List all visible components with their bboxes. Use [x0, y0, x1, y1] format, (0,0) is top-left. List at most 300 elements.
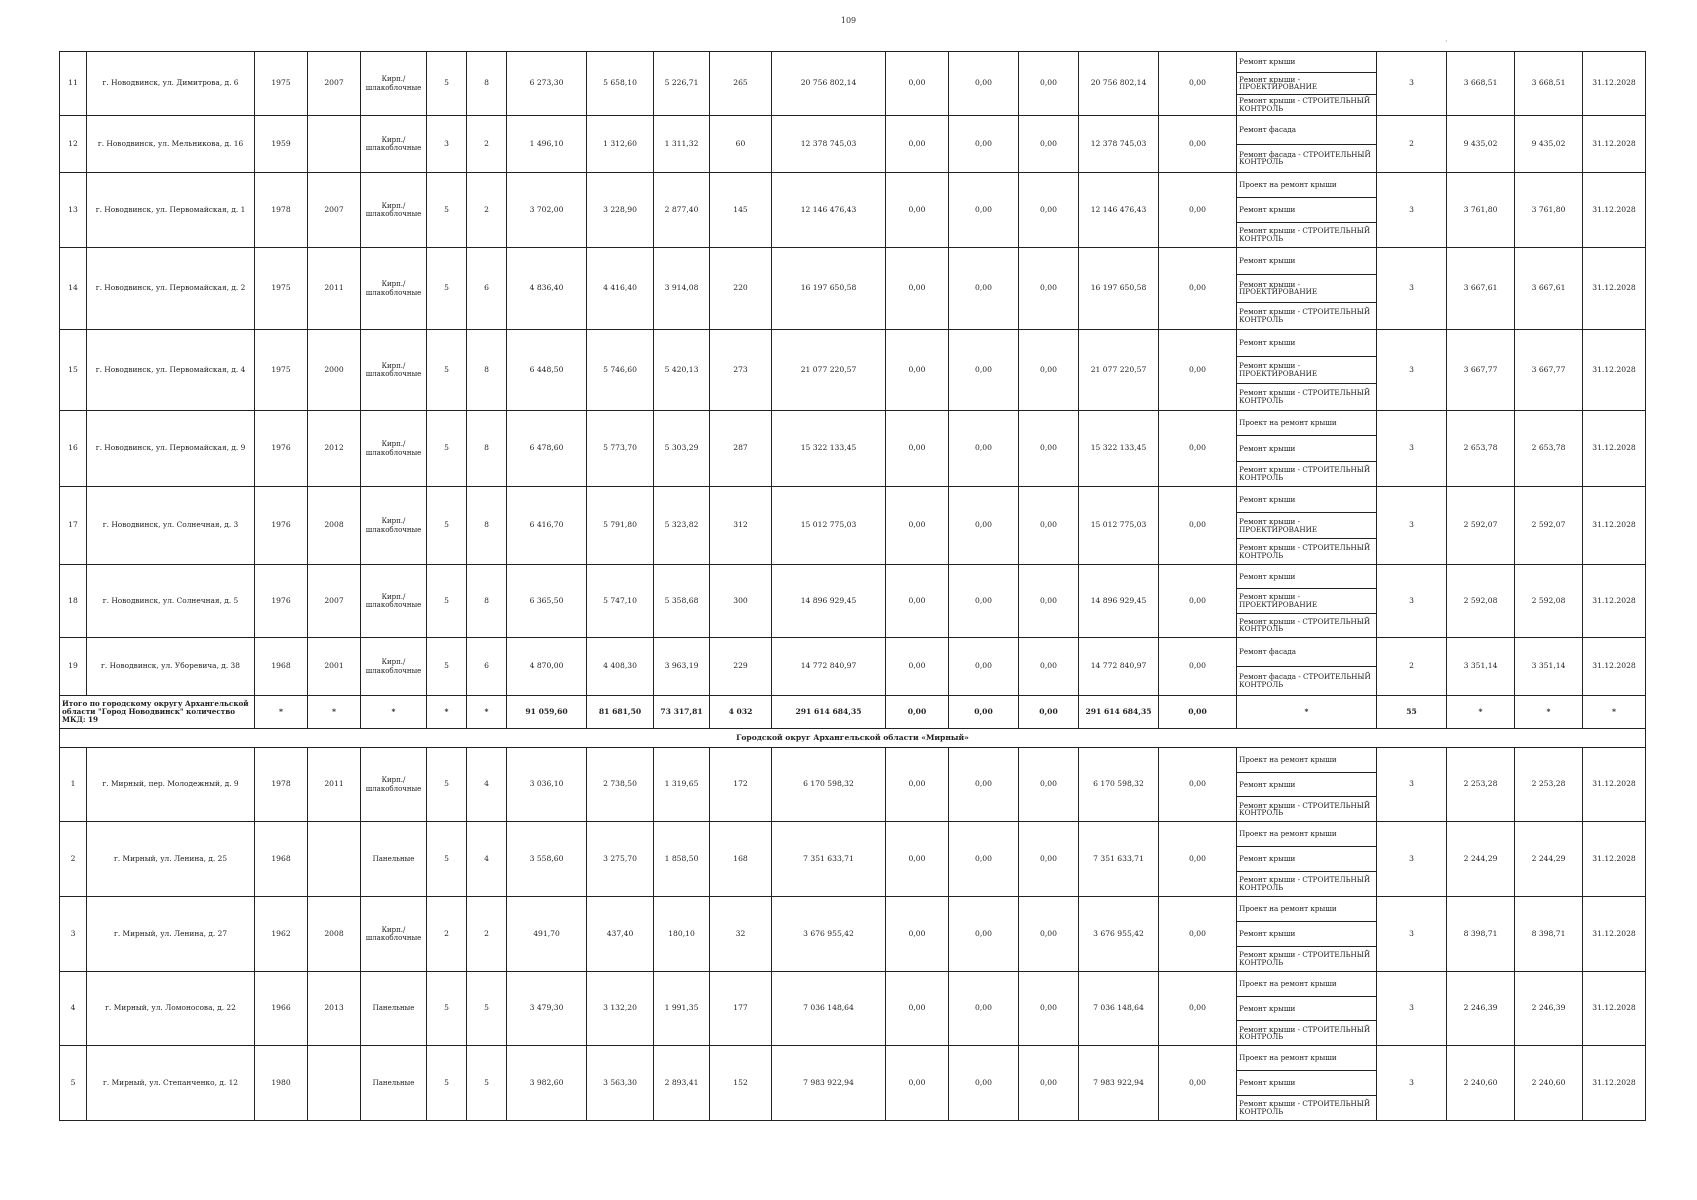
- area-total: 6 273,30: [507, 52, 587, 116]
- building-row: [60, 487, 1646, 565]
- row-number: 4: [60, 972, 87, 1046]
- fund-region: 0,00: [949, 748, 1019, 822]
- fund-owners: 6 170 598,32: [1079, 748, 1159, 822]
- work-item: Проект на ремонт крыши: [1237, 411, 1376, 436]
- building-row: [60, 411, 1646, 487]
- fund-region: 0,00: [949, 248, 1019, 330]
- address: г. Новодвинск, ул. Первомайская, д. 1: [87, 173, 255, 248]
- max-unit-cost: 2 592,08: [1515, 565, 1583, 638]
- area-premises: 2 738,50: [587, 748, 654, 822]
- work-item: Проект на ремонт крыши: [1237, 173, 1376, 198]
- cost-total: 15 012 775,03: [772, 487, 886, 565]
- entrances: 8: [467, 411, 507, 487]
- total-works-count: 55: [1377, 696, 1447, 729]
- work-item: Ремонт фасада: [1237, 638, 1376, 667]
- year-overhaul: 2007: [308, 52, 361, 116]
- works-count: 3: [1377, 565, 1447, 638]
- fund-owners: 7 036 148,64: [1079, 972, 1159, 1046]
- area-premises: 5 791,80: [587, 487, 654, 565]
- building-row: [60, 330, 1646, 411]
- year-overhaul: 2011: [308, 248, 361, 330]
- residents: 312: [710, 487, 772, 565]
- area-premises: 3 228,90: [587, 173, 654, 248]
- year-built: 1976: [255, 487, 308, 565]
- wall-material: Кирп./ шлакоблочные: [361, 116, 427, 173]
- floors: 5: [427, 52, 467, 116]
- area-residential: 5 226,71: [654, 52, 710, 116]
- year-built: 1980: [255, 1046, 308, 1121]
- floors: 5: [427, 1046, 467, 1121]
- area-residential: 3 914,08: [654, 248, 710, 330]
- total-year-overhaul: *: [308, 696, 361, 729]
- work-item: Ремонт крыши: [1237, 52, 1376, 73]
- residents: 287: [710, 411, 772, 487]
- address: г. Новодвинск, ул. Первомайская, д. 2: [87, 248, 255, 330]
- floors: 5: [427, 972, 467, 1046]
- work-item: Ремонт крыши - ПРОЕКТИРОВАНИЕ: [1237, 357, 1376, 384]
- fund-fz: 0,00: [886, 897, 949, 972]
- address: г. Новодвинск, ул. Димитрова, д. 6: [87, 52, 255, 116]
- year-overhaul: 2001: [308, 638, 361, 696]
- cost-total: 15 322 133,45: [772, 411, 886, 487]
- works-count: 3: [1377, 822, 1447, 897]
- building-row: [60, 52, 1646, 116]
- works-cell: [1237, 748, 1377, 822]
- work-item: Ремонт крыши: [1237, 922, 1376, 947]
- work-item: Ремонт крыши: [1237, 1071, 1376, 1096]
- year-built: 1975: [255, 330, 308, 411]
- max-unit-cost: 3 761,80: [1515, 173, 1583, 248]
- total-fund-fz: 0,00: [886, 696, 949, 729]
- year-overhaul: 2012: [308, 411, 361, 487]
- total-label: Итого по городскому округу Архангельской области "Город Новодвинск" количество МКД: 19: [60, 696, 255, 729]
- work-item: Проект на ремонт крыши: [1237, 1046, 1376, 1071]
- work-item: Ремонт крыши - СТРОИТЕЛЬНЫЙ КОНТРОЛЬ: [1239, 307, 1371, 324]
- year-built: 1976: [255, 565, 308, 638]
- fund-local: 0,00: [1019, 52, 1079, 116]
- total-floors: *: [427, 696, 467, 729]
- total-cost: 291 614 684,35: [772, 696, 886, 729]
- row-number: 17: [60, 487, 87, 565]
- floors: 5: [427, 330, 467, 411]
- unit-cost: 2 246,39: [1447, 972, 1515, 1046]
- fund-other: 0,00: [1159, 1046, 1237, 1121]
- work-item: Проект на ремонт крыши: [1237, 822, 1376, 847]
- row-number: 2: [60, 822, 87, 897]
- fund-local: 0,00: [1019, 411, 1079, 487]
- fund-local: 0,00: [1019, 748, 1079, 822]
- building-row: [60, 1046, 1646, 1121]
- unit-cost: 2 240,60: [1447, 1046, 1515, 1121]
- area-residential: 2 893,41: [654, 1046, 710, 1121]
- building-row: [60, 638, 1646, 696]
- unit-cost: 2 253,28: [1447, 748, 1515, 822]
- work-item: Ремонт крыши - СТРОИТЕЛЬНЫЙ КОНТРОЛЬ: [1239, 875, 1371, 892]
- year-overhaul: 2000: [308, 330, 361, 411]
- entrances: 8: [467, 487, 507, 565]
- work-item: Ремонт крыши - СТРОИТЕЛЬНЫЙ КОНТРОЛЬ: [1239, 800, 1371, 818]
- floors: 5: [427, 565, 467, 638]
- rows-group-mirny: [60, 748, 1646, 1121]
- deadline: 31.12.2028: [1583, 330, 1646, 411]
- fund-region: 0,00: [949, 173, 1019, 248]
- row-number: 18: [60, 565, 87, 638]
- fund-owners: 14 896 929,45: [1079, 565, 1159, 638]
- work-item: Проект на ремонт крыши: [1237, 972, 1376, 997]
- fund-local: 0,00: [1019, 248, 1079, 330]
- works-cell: [1237, 1046, 1377, 1121]
- area-premises: 3 132,20: [587, 972, 654, 1046]
- year-overhaul: 2008: [308, 487, 361, 565]
- fund-region: 0,00: [949, 638, 1019, 696]
- work-item: Ремонт крыши - СТРОИТЕЛЬНЫЙ КОНТРОЛЬ: [1239, 96, 1371, 113]
- wall-material: Кирп./ шлакоблочные: [361, 411, 427, 487]
- works-cell: [1237, 487, 1377, 565]
- row-number: 13: [60, 173, 87, 248]
- residents: 177: [710, 972, 772, 1046]
- fund-local: 0,00: [1019, 897, 1079, 972]
- works-cell: [1237, 411, 1377, 487]
- address: г. Мирный, ул. Ленина, д. 27: [87, 897, 255, 972]
- section-header-row: [60, 729, 1646, 748]
- total-area-total: 91 059,60: [507, 696, 587, 729]
- fund-owners: 7 983 922,94: [1079, 1046, 1159, 1121]
- address: г. Новодвинск, ул. Первомайская, д. 4: [87, 330, 255, 411]
- address: г. Новодвинск, ул. Мельникова, д. 16: [87, 116, 255, 173]
- area-total: 3 036,10: [507, 748, 587, 822]
- total-fund-other: 0,00: [1159, 696, 1237, 729]
- unit-cost: 3 667,61: [1447, 248, 1515, 330]
- fund-fz: 0,00: [886, 1046, 949, 1121]
- residents: 273: [710, 330, 772, 411]
- work-item: Проект на ремонт крыши: [1237, 748, 1376, 773]
- deadline: 31.12.2028: [1583, 173, 1646, 248]
- fund-owners: 12 378 745,03: [1079, 116, 1159, 173]
- area-residential: 180,10: [654, 897, 710, 972]
- fund-owners: 20 756 802,14: [1079, 52, 1159, 116]
- address: г. Новодвинск, ул. Солнечная, д. 5: [87, 565, 255, 638]
- fund-other: 0,00: [1159, 822, 1237, 897]
- fund-region: 0,00: [949, 330, 1019, 411]
- address: г. Новодвинск, ул. Солнечная, д. 3: [87, 487, 255, 565]
- work-item: Ремонт фасада - СТРОИТЕЛЬНЫЙ КОНТРОЛЬ: [1239, 149, 1371, 167]
- residents: 265: [710, 52, 772, 116]
- floors: 5: [427, 748, 467, 822]
- row-number: 3: [60, 897, 87, 972]
- deadline: 31.12.2028: [1583, 822, 1646, 897]
- cost-total: 21 077 220,57: [772, 330, 886, 411]
- area-residential: 5 358,68: [654, 565, 710, 638]
- fund-fz: 0,00: [886, 248, 949, 330]
- year-built: 1962: [255, 897, 308, 972]
- max-unit-cost: 3 667,61: [1515, 248, 1583, 330]
- area-residential: 1 311,32: [654, 116, 710, 173]
- work-item: Ремонт крыши - ПРОЕКТИРОВАНИЕ: [1237, 513, 1376, 539]
- fund-region: 0,00: [949, 972, 1019, 1046]
- works-cell: [1237, 330, 1377, 411]
- work-item: Ремонт крыши - СТРОИТЕЛЬНЫЙ КОНТРОЛЬ: [1239, 465, 1371, 482]
- fund-fz: 0,00: [886, 972, 949, 1046]
- fund-owners: 12 146 476,43: [1079, 173, 1159, 248]
- area-residential: 5 420,13: [654, 330, 710, 411]
- area-premises: 5 773,70: [587, 411, 654, 487]
- entrances: 6: [467, 638, 507, 696]
- wall-material: Кирп./ шлакоблочные: [361, 638, 427, 696]
- scan-mark: ·: [1445, 37, 1448, 46]
- entrances: 2: [467, 897, 507, 972]
- total-fund-local: 0,00: [1019, 696, 1079, 729]
- area-premises: 5 746,60: [587, 330, 654, 411]
- wall-material: Кирп./ шлакоблочные: [361, 748, 427, 822]
- fund-local: 0,00: [1019, 116, 1079, 173]
- fund-region: 0,00: [949, 487, 1019, 565]
- cost-total: 14 896 929,45: [772, 565, 886, 638]
- fund-region: 0,00: [949, 52, 1019, 116]
- max-unit-cost: 2 253,28: [1515, 748, 1583, 822]
- area-residential: 3 963,19: [654, 638, 710, 696]
- total-deadline: *: [1583, 696, 1646, 729]
- total-fund-region: 0,00: [949, 696, 1019, 729]
- deadline: 31.12.2028: [1583, 972, 1646, 1046]
- residents: 300: [710, 565, 772, 638]
- year-built: 1978: [255, 748, 308, 822]
- max-unit-cost: 3 668,51: [1515, 52, 1583, 116]
- area-total: 6 448,50: [507, 330, 587, 411]
- cost-total: 14 772 840,97: [772, 638, 886, 696]
- deadline: 31.12.2028: [1583, 411, 1646, 487]
- building-row: [60, 748, 1646, 822]
- fund-other: 0,00: [1159, 116, 1237, 173]
- cost-total: 3 676 955,42: [772, 897, 886, 972]
- building-row: [60, 565, 1646, 638]
- max-unit-cost: 8 398,71: [1515, 897, 1583, 972]
- year-built: 1975: [255, 248, 308, 330]
- works-cell: [1237, 822, 1377, 897]
- entrances: 8: [467, 52, 507, 116]
- building-row: [60, 248, 1646, 330]
- unit-cost: 2 592,07: [1447, 487, 1515, 565]
- fund-owners: 3 676 955,42: [1079, 897, 1159, 972]
- building-row: [60, 173, 1646, 248]
- deadline: 31.12.2028: [1583, 638, 1646, 696]
- total-residents: 4 032: [710, 696, 772, 729]
- floors: 5: [427, 487, 467, 565]
- area-total: 3 479,30: [507, 972, 587, 1046]
- work-item: Ремонт крыши - СТРОИТЕЛЬНЫЙ КОНТРОЛЬ: [1239, 388, 1371, 405]
- address: г. Мирный, ул. Ломоносова, д. 22: [87, 972, 255, 1046]
- fund-other: 0,00: [1159, 638, 1237, 696]
- entrances: 4: [467, 748, 507, 822]
- fund-owners: 21 077 220,57: [1079, 330, 1159, 411]
- address: г. Мирный, пер. Молодежный, д. 9: [87, 748, 255, 822]
- deadline: 31.12.2028: [1583, 116, 1646, 173]
- work-item: Ремонт крыши - ПРОЕКТИРОВАНИЕ: [1237, 589, 1376, 613]
- max-unit-cost: 2 592,07: [1515, 487, 1583, 565]
- fund-owners: 15 322 133,45: [1079, 411, 1159, 487]
- area-total: 4 870,00: [507, 638, 587, 696]
- entrances: 5: [467, 1046, 507, 1121]
- residents: 32: [710, 897, 772, 972]
- works-cell: [1237, 248, 1377, 330]
- unit-cost: 3 351,14: [1447, 638, 1515, 696]
- area-premises: 437,40: [587, 897, 654, 972]
- area-total: 6 416,70: [507, 487, 587, 565]
- year-built: 1959: [255, 116, 308, 173]
- residents: 172: [710, 748, 772, 822]
- fund-fz: 0,00: [886, 638, 949, 696]
- total-year-built: *: [255, 696, 308, 729]
- works-cell: [1237, 173, 1377, 248]
- total-max-unit-cost: *: [1515, 696, 1583, 729]
- work-item: Ремонт крыши: [1237, 997, 1376, 1022]
- row-number: 14: [60, 248, 87, 330]
- cost-total: 7 036 148,64: [772, 972, 886, 1046]
- total-fund-owners: 291 614 684,35: [1079, 696, 1159, 729]
- fund-other: 0,00: [1159, 173, 1237, 248]
- year-overhaul: 2008: [308, 897, 361, 972]
- fund-other: 0,00: [1159, 565, 1237, 638]
- fund-other: 0,00: [1159, 330, 1237, 411]
- works-count: 3: [1377, 411, 1447, 487]
- building-row: [60, 116, 1646, 173]
- area-residential: 5 323,82: [654, 487, 710, 565]
- fund-fz: 0,00: [886, 565, 949, 638]
- max-unit-cost: 2 240,60: [1515, 1046, 1583, 1121]
- fund-other: 0,00: [1159, 248, 1237, 330]
- building-row: [60, 822, 1646, 897]
- wall-material: Кирп./ шлакоблочные: [361, 52, 427, 116]
- wall-material: Кирп./ шлакоблочные: [361, 897, 427, 972]
- row-number: 15: [60, 330, 87, 411]
- fund-other: 0,00: [1159, 748, 1237, 822]
- works-count: 2: [1377, 116, 1447, 173]
- row-number: 12: [60, 116, 87, 173]
- area-premises: 3 563,30: [587, 1046, 654, 1121]
- work-item: Проект на ремонт крыши: [1237, 897, 1376, 922]
- work-item: Ремонт крыши - ПРОЕКТИРОВАНИЕ: [1237, 73, 1376, 94]
- area-residential: 1 991,35: [654, 972, 710, 1046]
- fund-local: 0,00: [1019, 330, 1079, 411]
- floors: 2: [427, 897, 467, 972]
- works-count: 3: [1377, 52, 1447, 116]
- residents: 60: [710, 116, 772, 173]
- work-item: Ремонт крыши - СТРОИТЕЛЬНЫЙ КОНТРОЛЬ: [1239, 950, 1371, 967]
- area-total: 3 702,00: [507, 173, 587, 248]
- max-unit-cost: 9 435,02: [1515, 116, 1583, 173]
- max-unit-cost: 2 246,39: [1515, 972, 1583, 1046]
- area-residential: 5 303,29: [654, 411, 710, 487]
- row-number: 19: [60, 638, 87, 696]
- max-unit-cost: 2 244,29: [1515, 822, 1583, 897]
- max-unit-cost: 3 351,14: [1515, 638, 1583, 696]
- entrances: 6: [467, 248, 507, 330]
- works-cell: [1237, 52, 1377, 116]
- wall-material: Панельные: [361, 972, 427, 1046]
- area-residential: 1 319,65: [654, 748, 710, 822]
- work-item: Ремонт крыши - СТРОИТЕЛЬНЫЙ КОНТРОЛЬ: [1239, 542, 1371, 560]
- works-count: 3: [1377, 748, 1447, 822]
- floors: 5: [427, 638, 467, 696]
- deadline: 31.12.2028: [1583, 565, 1646, 638]
- cost-total: 7 983 922,94: [772, 1046, 886, 1121]
- entrances: 8: [467, 330, 507, 411]
- fund-owners: 15 012 775,03: [1079, 487, 1159, 565]
- area-total: 3 558,60: [507, 822, 587, 897]
- fund-other: 0,00: [1159, 487, 1237, 565]
- year-overhaul: 2011: [308, 748, 361, 822]
- total-area-premises: 81 681,50: [587, 696, 654, 729]
- work-item: Ремонт крыши: [1237, 847, 1376, 872]
- total-row: [60, 696, 1646, 729]
- year-built: 1976: [255, 411, 308, 487]
- work-item: Ремонт крыши: [1237, 436, 1376, 461]
- year-overhaul: [308, 116, 361, 173]
- entrances: 4: [467, 822, 507, 897]
- unit-cost: 3 668,51: [1447, 52, 1515, 116]
- rows-group-novodvinsk: [60, 52, 1646, 696]
- works-cell: [1237, 972, 1377, 1046]
- fund-fz: 0,00: [886, 411, 949, 487]
- residents: 152: [710, 1046, 772, 1121]
- area-residential: 1 858,50: [654, 822, 710, 897]
- works-count: 3: [1377, 487, 1447, 565]
- fund-local: 0,00: [1019, 1046, 1079, 1121]
- wall-material: Кирп./ шлакоблочные: [361, 487, 427, 565]
- area-premises: 5 658,10: [587, 52, 654, 116]
- year-built: 1968: [255, 822, 308, 897]
- fund-fz: 0,00: [886, 173, 949, 248]
- fund-other: 0,00: [1159, 972, 1237, 1046]
- year-overhaul: 2013: [308, 972, 361, 1046]
- works-cell: [1237, 638, 1377, 696]
- fund-local: 0,00: [1019, 487, 1079, 565]
- floors: 5: [427, 822, 467, 897]
- year-built: 1978: [255, 173, 308, 248]
- wall-material: Кирп./ шлакоблочные: [361, 173, 427, 248]
- fund-owners: 7 351 633,71: [1079, 822, 1159, 897]
- entrances: 2: [467, 116, 507, 173]
- work-item: Ремонт крыши: [1237, 773, 1376, 798]
- cost-total: 7 351 633,71: [772, 822, 886, 897]
- cost-total: 20 756 802,14: [772, 52, 886, 116]
- work-item: Ремонт крыши - ПРОЕКТИРОВАНИЕ: [1237, 275, 1376, 302]
- work-item: Ремонт крыши: [1237, 198, 1376, 223]
- year-built: 1975: [255, 52, 308, 116]
- year-overhaul: 2007: [308, 173, 361, 248]
- fund-owners: 16 197 650,58: [1079, 248, 1159, 330]
- fund-local: 0,00: [1019, 972, 1079, 1046]
- cost-total: 16 197 650,58: [772, 248, 886, 330]
- fund-other: 0,00: [1159, 411, 1237, 487]
- row-number: 16: [60, 411, 87, 487]
- building-row: [60, 897, 1646, 972]
- works-count: 3: [1377, 1046, 1447, 1121]
- work-item: Ремонт крыши - СТРОИТЕЛЬНЫЙ КОНТРОЛЬ: [1239, 616, 1371, 634]
- wall-material: Кирп./ шлакоблочные: [361, 248, 427, 330]
- fund-local: 0,00: [1019, 822, 1079, 897]
- address: г. Мирный, ул. Степанченко, д. 12: [87, 1046, 255, 1121]
- area-premises: 3 275,70: [587, 822, 654, 897]
- year-built: 1968: [255, 638, 308, 696]
- works-count: 3: [1377, 972, 1447, 1046]
- fund-region: 0,00: [949, 411, 1019, 487]
- total-works: *: [1237, 696, 1377, 729]
- works-count: 3: [1377, 330, 1447, 411]
- work-item: Ремонт крыши: [1237, 565, 1376, 589]
- cost-total: 12 378 745,03: [772, 116, 886, 173]
- entrances: 5: [467, 972, 507, 1046]
- fund-region: 0,00: [949, 1046, 1019, 1121]
